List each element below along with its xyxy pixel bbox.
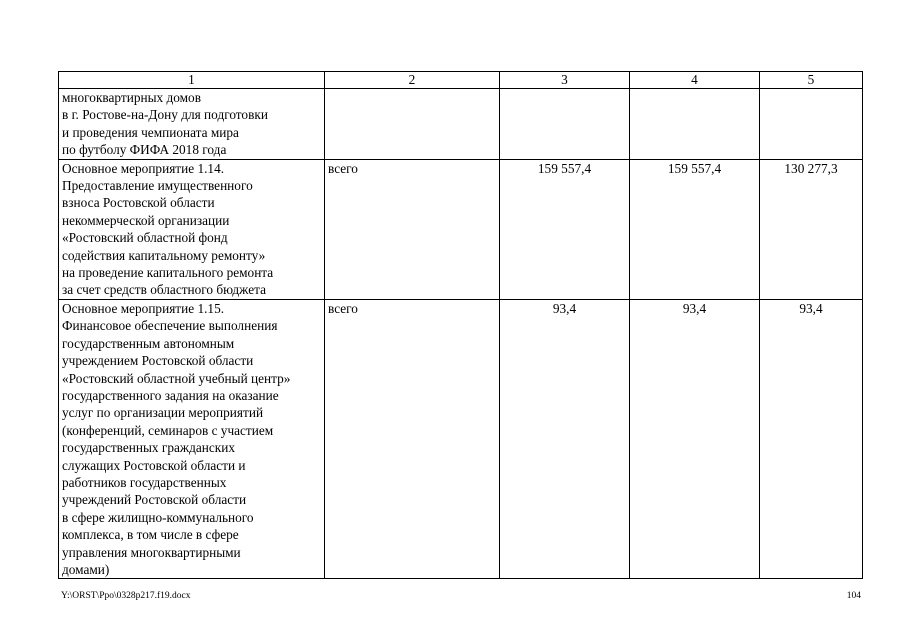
table-row [59, 159, 863, 299]
row-value-col5: 130 277,3 [760, 159, 863, 299]
row-type [325, 89, 500, 160]
column-header: 2 [325, 72, 500, 89]
row-value-col3: 159 557,4 [500, 159, 630, 299]
table-header-row [59, 72, 863, 89]
column-header: 3 [500, 72, 630, 89]
row-description: Основное мероприятие 1.15. Финансовое обеспечение выполнения государственным автономным учреждением Ростовской области «Ростовский областной учебный центр» государственного задания на оказание услуг по организации мероприятий (конференций, семинаров с участием государственных гражданских служащих Ростовской области и работников государственных учреждений Ростовской области в сфере жилищно-коммунального комплекса, в том числе в сфере управления многоквартирными домами) [59, 299, 325, 579]
row-value-col4: 159 557,4 [630, 159, 760, 299]
table-row [59, 89, 863, 160]
row-value-col5 [760, 89, 863, 160]
row-type: всего [325, 299, 500, 579]
page-number: 104 [846, 591, 861, 601]
row-value-col4: 93,4 [630, 299, 760, 579]
row-type: всего [325, 159, 500, 299]
row-value-col3 [500, 89, 630, 160]
column-header: 4 [630, 72, 760, 89]
column-header: 5 [760, 72, 863, 89]
row-value-col3: 93,4 [500, 299, 630, 579]
row-description: Основное мероприятие 1.14. Предоставление имущественного взноса Ростовской области некоммерческой организации «Ростовский областной фонд содействия капитальному ремонту» на проведение капитального ремонта за счет средств областного бюджета [59, 159, 325, 299]
footer-file-path: Y:\ORST\Ppo\0328p217.f19.docx [61, 591, 191, 601]
table-row [59, 299, 863, 579]
budget-table [58, 71, 863, 579]
row-value-col4 [630, 89, 760, 160]
row-value-col5: 93,4 [760, 299, 863, 579]
column-header: 1 [59, 72, 325, 89]
row-description: многоквартирных домов в г. Ростове-на-Дону для подготовки и проведения чемпионата мира по футболу ФИФА 2018 года [59, 89, 325, 160]
